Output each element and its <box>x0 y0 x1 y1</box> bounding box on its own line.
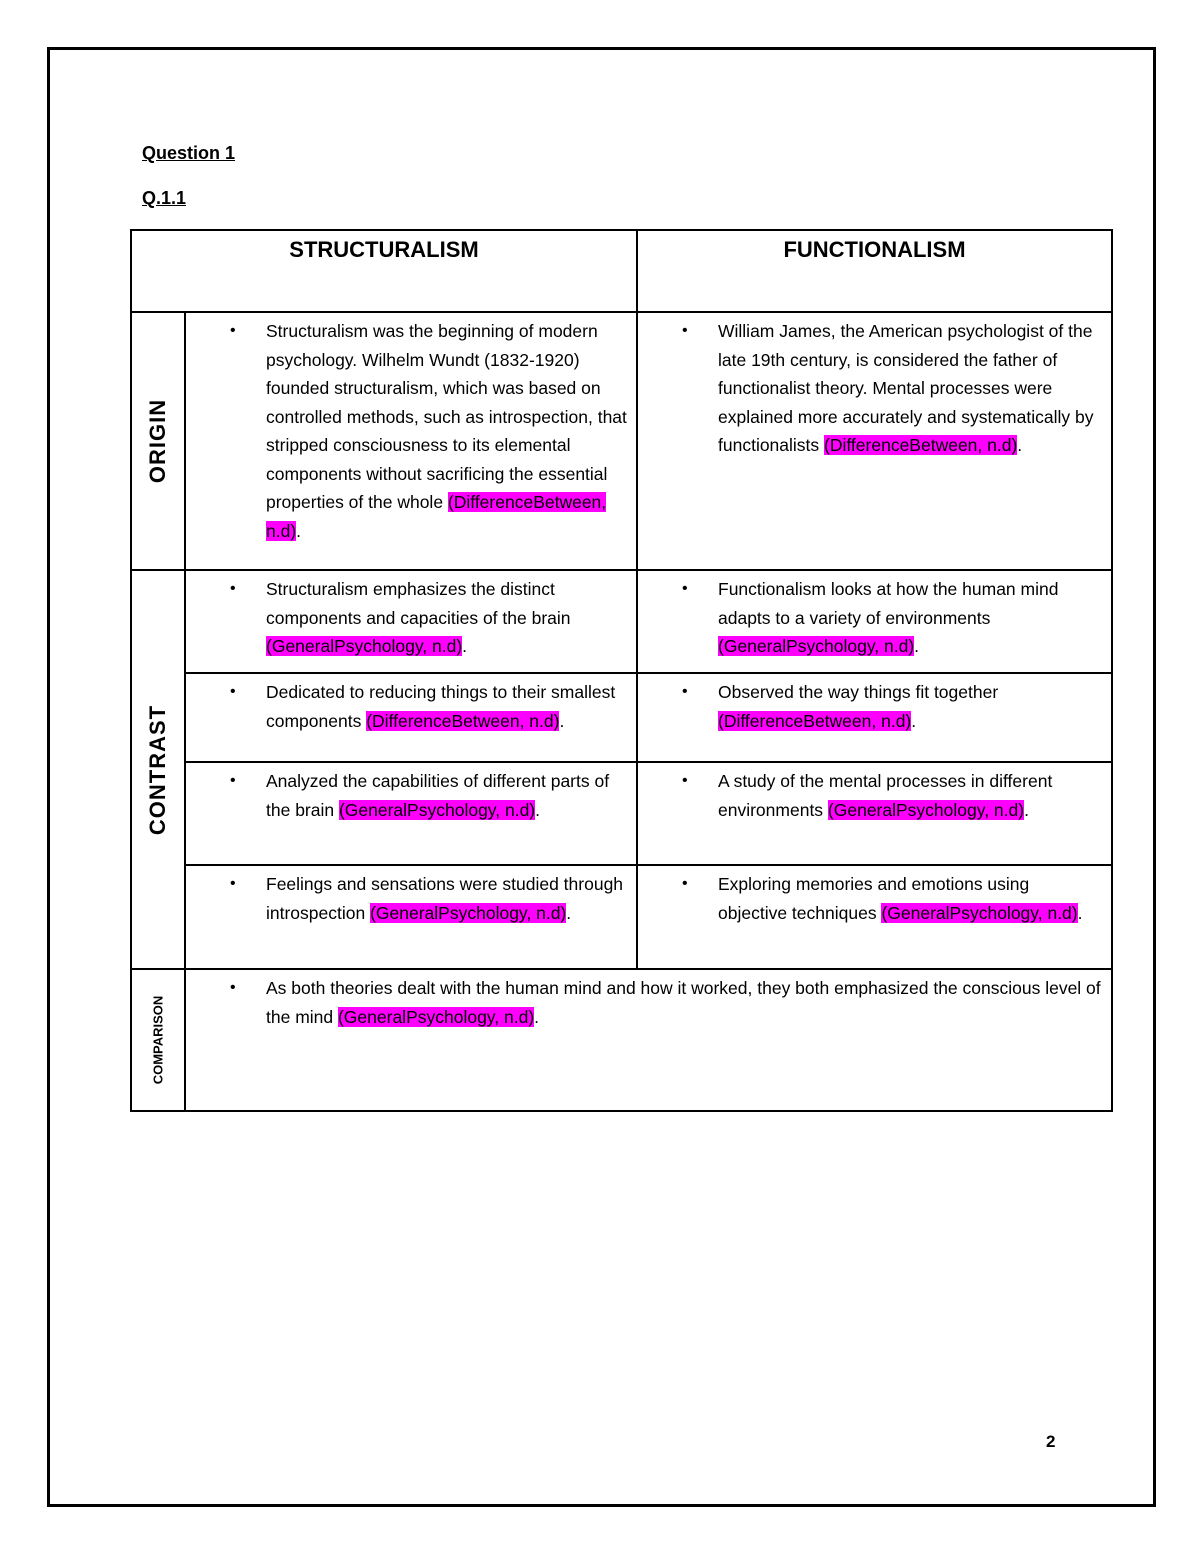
citation: (GeneralPsychology, n.d) <box>827 799 1025 820</box>
period: . <box>534 1006 540 1027</box>
period: . <box>1017 435 1023 455</box>
question-title: Question 1 <box>142 143 236 163</box>
period: . <box>535 799 541 820</box>
contrast-structuralism-cell <box>185 673 637 762</box>
origin-label: ORIGIN <box>145 398 170 484</box>
contrast-label: CONTRAST <box>145 704 170 835</box>
comparison-cell <box>185 969 1112 1111</box>
bullet-icon: • <box>682 683 688 700</box>
citation: (DifferenceBetween, n.d) <box>266 492 607 541</box>
list-item <box>186 313 636 545</box>
citation: (GeneralPsychology, n.d) <box>370 902 567 923</box>
citation: (GeneralPsychology, n.d) <box>881 902 1078 923</box>
bullet-icon: • <box>682 772 688 789</box>
contrast-text: A study of the mental processes in different environments <box>718 771 1053 820</box>
contrast-row-2 <box>131 673 1112 762</box>
functionalism-header: FUNCTIONALISM <box>637 230 1112 312</box>
contrast-text: Analyzed the capabilities of different parts of the brain <box>266 771 610 820</box>
bullet-icon: • <box>230 683 236 700</box>
contrast-row-4 <box>131 865 1112 969</box>
list-item <box>638 866 1111 927</box>
period: . <box>911 710 917 731</box>
table-header-row <box>131 230 1112 312</box>
contrast-text: Dedicated to reducing things to their smallest components <box>266 682 616 731</box>
bullet-icon: • <box>230 979 236 996</box>
period: . <box>462 636 468 656</box>
bullet-icon: • <box>230 875 236 892</box>
contrast-structuralism-cell <box>185 865 637 969</box>
comparison-row <box>131 969 1112 1111</box>
list-item <box>638 763 1111 824</box>
origin-functionalism-text: William James, the American psychologist of the late 19th century, is considered the father of functionalist theory. Mental processes were explained more accurately and systematically by functionalists <box>718 321 1094 455</box>
contrast-row-3 <box>131 762 1112 865</box>
comparison-label-cell <box>131 969 185 1111</box>
contrast-row-1 <box>131 570 1112 673</box>
list-item <box>638 674 1111 735</box>
bullet-icon: • <box>682 322 688 339</box>
bullet-icon: • <box>230 580 236 597</box>
citation: (DifferenceBetween, n.d) <box>366 710 560 731</box>
period: . <box>296 520 302 541</box>
citation: (GeneralPsychology, n.d) <box>718 636 915 656</box>
contrast-structuralism-cell <box>185 570 637 673</box>
origin-structuralism-cell <box>185 312 637 570</box>
origin-label-cell <box>131 312 185 570</box>
contrast-functionalism-cell <box>637 865 1112 969</box>
contrast-functionalism-cell <box>637 570 1112 673</box>
list-item <box>186 866 636 927</box>
contrast-functionalism-cell <box>637 762 1112 865</box>
origin-structuralism-text: Structuralism was the beginning of modern psychology. Wilhelm Wundt (1832-1920) founded structuralism, which was based on controlled methods, such as introspection, that stripped consciousness to its elemental components without sacrificing the essential properties of the whole <box>266 321 627 512</box>
bullet-icon: • <box>682 875 688 892</box>
comparison-text: As both theories dealt with the human mind and how it worked, they both emphasized the conscious level of the mind <box>266 978 1101 1027</box>
citation: (GeneralPsychology, n.d) <box>337 1006 535 1027</box>
list-item <box>638 571 1111 661</box>
period: . <box>914 636 920 656</box>
citation: (GeneralPsychology, n.d) <box>338 799 536 820</box>
citation: (DifferenceBetween, n.d) <box>824 435 1018 455</box>
structuralism-header: STRUCTURALISM <box>131 230 637 312</box>
list-item <box>186 763 636 824</box>
period: . <box>1024 799 1029 820</box>
contrast-label-cell <box>131 570 185 969</box>
period: . <box>566 902 572 923</box>
page-number: 2 <box>1046 1432 1056 1451</box>
contrast-text: Functionalism looks at how the human mind adapts to a variety of environments <box>718 579 1059 628</box>
question-subtitle: Q.1.1 <box>142 188 187 208</box>
comparison-label: COMPARISON <box>150 995 166 1085</box>
contrast-text: Structuralism emphasizes the distinct components and capacities of the brain <box>266 579 571 628</box>
period: . <box>1077 902 1083 923</box>
bullet-icon: • <box>230 772 236 789</box>
list-item <box>638 313 1111 460</box>
contrast-text: Exploring memories and emotions using objective techniques <box>718 874 1030 923</box>
list-item <box>186 674 636 735</box>
citation: (GeneralPsychology, n.d) <box>266 636 463 656</box>
contrast-structuralism-cell <box>185 762 637 865</box>
bullet-icon: • <box>230 322 236 339</box>
contrast-text: Observed the way things fit together <box>718 682 999 702</box>
list-item <box>186 970 1111 1031</box>
period: . <box>559 710 565 731</box>
comparison-table <box>130 229 1113 1112</box>
list-item <box>186 571 636 661</box>
citation: (DifferenceBetween, n.d) <box>718 710 912 731</box>
origin-row <box>131 312 1112 570</box>
origin-functionalism-cell <box>637 312 1112 570</box>
contrast-text: Feelings and sensations were studied through introspection <box>266 874 624 923</box>
bullet-icon: • <box>682 580 688 597</box>
contrast-functionalism-cell <box>637 673 1112 762</box>
